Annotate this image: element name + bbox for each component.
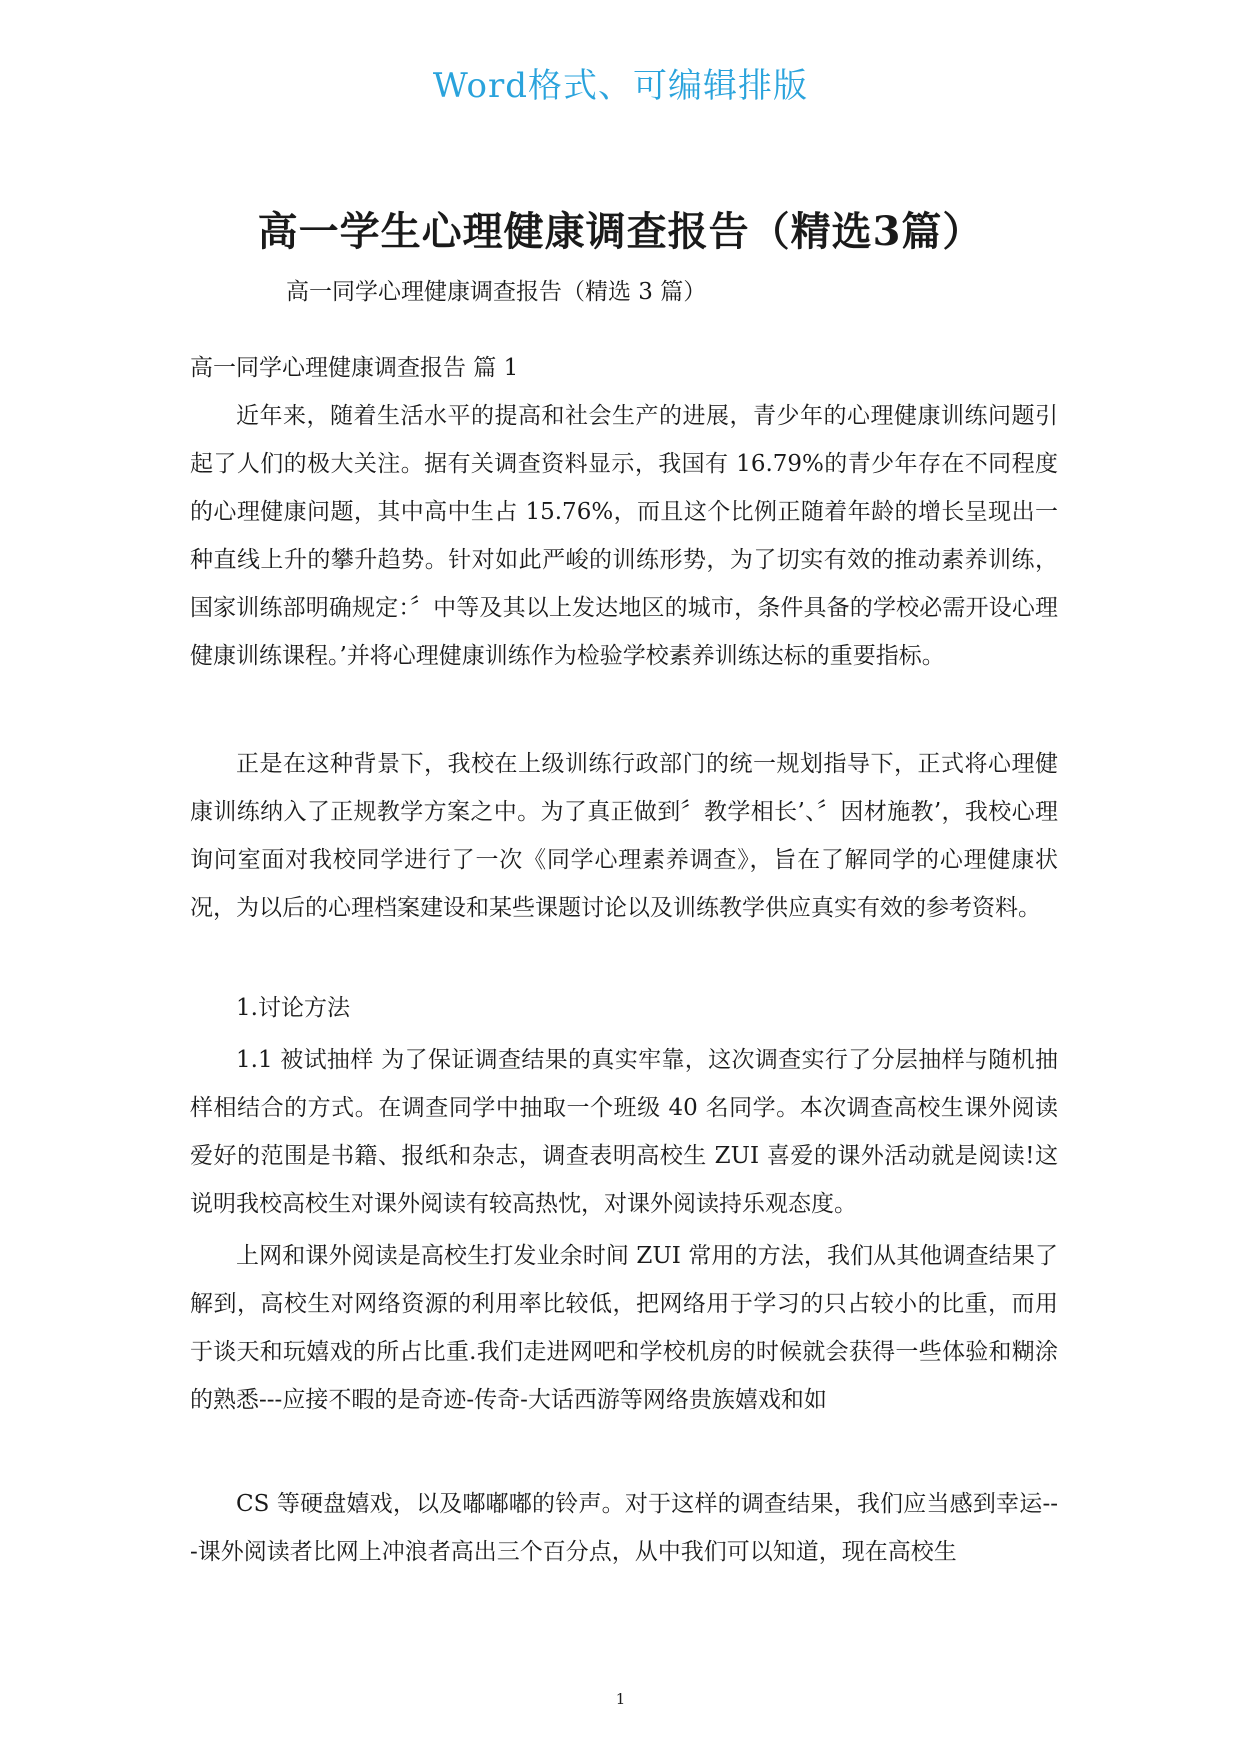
paragraph-cs-games: CS 等硬盘嬉戏，以及嘟嘟嘟的铃声。对于这样的调查结果，我们应当感到幸运---课外阅读者比网上冲浪者高出三个百分点，从中我们可以知道，现在高校生 [190, 1491, 1058, 1565]
paragraph-background: 正是在这种背景下，我校在上级训练行政部门的统一规划指导下，正式将心理健康训练纳入了正规教学方案之中。为了真正做到〞教学相长’、〞因材施教’，我校心理询问室面对我校同学进行了一次《同学心理素养调查》，旨在了解同学的心理健康状况，为以后的心理档案建设和某些课题讨论以及训练教学供应真实有效的参考资料。 [190, 751, 1058, 921]
document-subtitle: 高一同学心理健康调查报告（精选 3 篇） [286, 279, 707, 305]
page-number: 1 [615, 1690, 626, 1708]
paragraph-sampling: 1.1 被试抽样 为了保证调查结果的真实牢靠，这次调查实行了分层抽样与随机抽样相结合的方式。在调查同学中抽取一个班级 40 名同学。本次调查高校生课外阅读爱好的范围是书籍、报纸和杂志，调查表明高校生 ZUI 喜爱的课外活动就是阅读!这说明我校高校生对课外阅读有较高热忱，对课外阅读持乐观态度。 [190, 1047, 1058, 1217]
paragraph-internet-reading: 上网和课外阅读是高校生打发业余时间 ZUI 常用的方法，我们从其他调查结果了解到，高校生对网络资源的利用率比较低，把网络用于学习的只占较小的比重，而用于谈天和玩嬉戏的所占比重.我们走进网吧和学校机房的时候就会获得一些体验和糊涂的熟悉---应接不暇的是奇迹-传奇-大话西游等网络贵族嬉戏和如 [190, 1243, 1058, 1413]
section-heading: 高一同学心理健康调查报告 篇 1 [190, 355, 519, 381]
header-banner: Word格式、可编辑排版 [432, 66, 809, 106]
paragraph-intro: 近年来，随着生活水平的提高和社会生产的进展，青少年的心理健康训练问题引起了人们的极大关注。据有关调查资料显示，我国有 16.79%的青少年存在不同程度的心理健康问题，其中高中生占 15.76%，而且这个比例正随着年龄的增长呈现出一种直线上升的攀升趋势。针对如此严峻的训练形势，为了切实有效的推动素养训练，国家训练部明确规定：〞中等及其以上发达地区的城市，条件具备的学校必需开设心理健康训练课程。’并将心理健康训练作为检验学校素养训练达标的重要指标。 [190, 403, 1058, 669]
document-title: 高一学生心理健康调查报告（精选3篇） [257, 208, 984, 255]
heading-research-method: 1.讨论方法 [236, 995, 350, 1021]
